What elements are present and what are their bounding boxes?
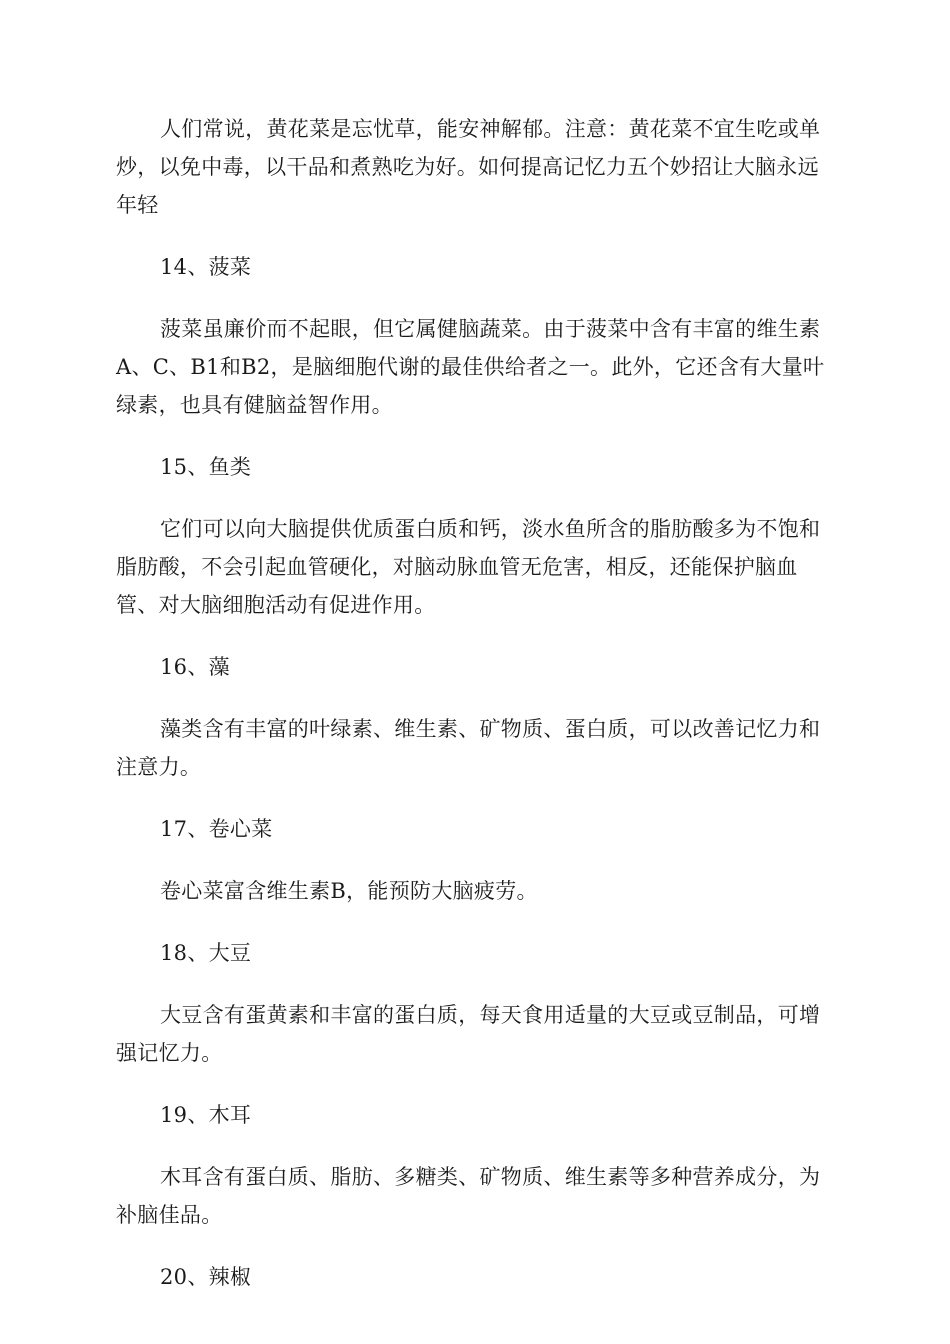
paragraph-spinach: 菠菜虽廉价而不起眼，但它属健脑蔬菜。由于菠菜中含有丰富的维生素A、C、B1和B2，是脑细胞代谢的最佳供给者之一。此外，它还含有大量叶绿素，也具有健脑益智作用。: [116, 317, 825, 417]
heading-wood-ear: 19、木耳: [160, 1103, 252, 1127]
heading-spinach: 14、菠菜: [160, 255, 252, 279]
paragraph-fish: 它们可以向大脑提供优质蛋白质和钙，淡水鱼所含的脂肪酸多为不饱和脂肪酸，不会引起血管硬化，对脑动脉血管无危害，相反，还能保护脑血管、对大脑细胞活动有促进作用。: [116, 517, 821, 617]
document-body: [116, 110, 834, 1320]
heading-soybean: 18、大豆: [160, 941, 252, 965]
paragraph-wood-ear: 木耳含有蛋白质、脂肪、多糖类、矿物质、维生素等多种营养成分，为补脑佳品。: [116, 1165, 821, 1227]
paragraph-soybean: 大豆含有蛋黄素和丰富的蛋白质，每天食用适量的大豆或豆制品，可增强记忆力。: [116, 1003, 821, 1065]
heading-algae: 16、藻: [160, 655, 230, 679]
heading-cabbage: 17、卷心菜: [160, 817, 273, 841]
paragraph-daylily: 人们常说，黄花菜是忘忧草，能安神解郁。注意：黄花菜不宜生吃或单炒，以免中毒，以干品和煮熟吃为好。如何提高记忆力五个妙招让大脑永远年轻: [116, 117, 821, 217]
heading-fish: 15、鱼类: [160, 455, 252, 479]
paragraph-algae: 藻类含有丰富的叶绿素、维生素、矿物质、蛋白质，可以改善记忆力和注意力。: [116, 717, 821, 779]
paragraph-cabbage: 卷心菜富含维生素B，能预防大脑疲劳。: [160, 879, 538, 903]
heading-chili: 20、辣椒: [160, 1265, 252, 1289]
